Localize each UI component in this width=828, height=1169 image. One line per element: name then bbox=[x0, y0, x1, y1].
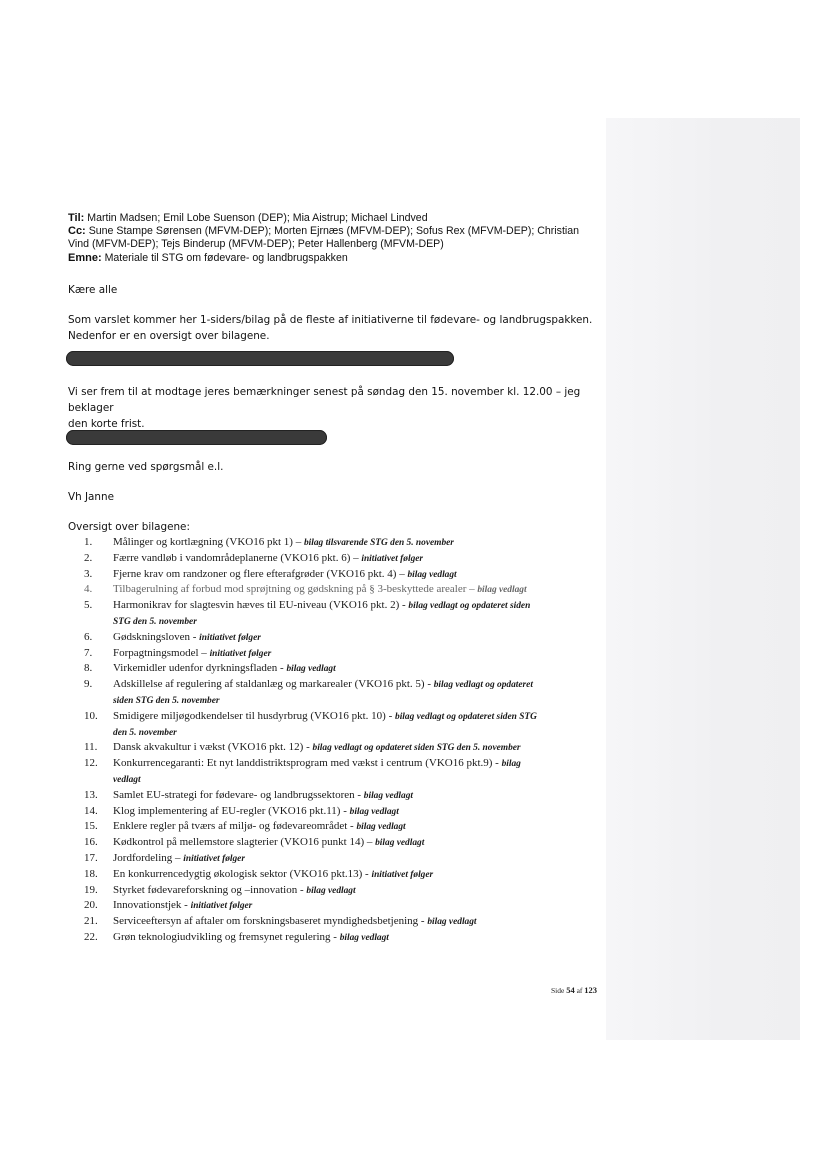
list-item-status: bilag bbox=[501, 759, 521, 770]
list-item-status: initiativet følger bbox=[361, 553, 424, 564]
list-item-number: 11. bbox=[84, 741, 98, 754]
list-item-text: En konkurrencedygtig økologisk sektor (VKO16 pkt.13) - bbox=[113, 867, 372, 880]
list-item-status: initiativet følger bbox=[183, 853, 245, 864]
list-item-number: 1. bbox=[84, 536, 93, 548]
list-item-status-cont: vedlagt bbox=[113, 774, 141, 785]
subject-line bbox=[68, 252, 598, 265]
subject-label: Emne: bbox=[68, 251, 102, 264]
list-item-status-cont: siden STG den 5. november bbox=[113, 695, 220, 706]
list-item-text: Enklere regler på tværs af miljø- og fødevareområdet - bbox=[113, 820, 357, 833]
list-item-status: bilag vedlagt bbox=[407, 569, 457, 580]
list-item bbox=[84, 551, 614, 567]
list-item-number: 4. bbox=[84, 583, 93, 596]
list-item-status: bilag vedlagt og opdateret bbox=[433, 680, 533, 691]
subject-text: Materiale til STG om fødevare- og landbrugspakken bbox=[104, 251, 348, 264]
list-item bbox=[84, 804, 614, 820]
intro-paragraph bbox=[68, 312, 598, 344]
list-item-body bbox=[113, 630, 614, 646]
list-item-number: 17. bbox=[84, 851, 98, 864]
attachment-list bbox=[84, 535, 614, 946]
list-item-body bbox=[113, 851, 614, 867]
list-item-body bbox=[113, 709, 614, 741]
list-item-body bbox=[113, 598, 614, 630]
signoff-text: Vh Janne bbox=[68, 491, 114, 503]
greeting: Kære alle bbox=[68, 284, 118, 296]
list-item-status: bilag vedlagt bbox=[286, 664, 336, 675]
side-label: Side bbox=[551, 986, 565, 995]
list-item-body bbox=[113, 567, 614, 583]
list-item-body bbox=[113, 930, 614, 946]
list-item-body bbox=[113, 551, 614, 567]
redaction-bar-1 bbox=[66, 351, 454, 366]
list-item-text: Fjerne krav om randzoner og flere efterafgrøder (VKO16 pkt. 4) – bbox=[113, 567, 408, 580]
deadline-line-2: den korte frist. bbox=[68, 418, 145, 430]
list-item-text: Styrket fødevareforskning og –innovation - bbox=[113, 883, 307, 896]
list-item-number: 21. bbox=[84, 915, 98, 928]
list-item bbox=[84, 740, 614, 756]
list-item-number: 8. bbox=[84, 662, 93, 675]
list-item-number: 10. bbox=[84, 709, 98, 722]
list-item-number: 2. bbox=[84, 551, 93, 564]
list-item bbox=[84, 930, 614, 946]
list-item-body bbox=[113, 756, 614, 788]
to-recipients: Martin Madsen; Emil Lobe Suenson (DEP); Mia Aistrup; Michael Lindved bbox=[87, 212, 428, 224]
list-item-status: bilag vedlagt og opdateret siden bbox=[408, 601, 531, 612]
list-item bbox=[84, 898, 614, 914]
list-item-body bbox=[113, 804, 614, 820]
list-item-text: Harmonikrav for slagtesvin hæves til EU-niveau (VKO16 pkt. 2) - bbox=[113, 599, 409, 612]
list-item-body bbox=[113, 867, 614, 883]
list-item-body bbox=[113, 535, 614, 551]
list-item-number: 15. bbox=[84, 820, 98, 833]
list-item-body bbox=[113, 582, 614, 598]
list-item-status: initiativet følger bbox=[209, 648, 272, 659]
list-heading: Oversigt over bilagene: bbox=[68, 521, 190, 533]
cc-recipients-2: Vind (MFVM-DEP); Tejs Binderup (MFVM-DEP); Peter Hallenberg (MFVM-DEP) bbox=[68, 238, 444, 251]
list-item-text: Gødskningsloven - bbox=[113, 630, 200, 643]
list-item bbox=[84, 851, 614, 867]
list-item bbox=[84, 709, 614, 741]
list-item-body bbox=[113, 740, 614, 756]
list-item-status: bilag vedlagt bbox=[363, 790, 413, 801]
list-item-text: Kødkontrol på mellemstore slagterier (VKO16 punkt 14) – bbox=[113, 836, 376, 849]
list-item bbox=[84, 835, 614, 851]
list-item-status: bilag vedlagt bbox=[356, 822, 406, 833]
scan-shadow bbox=[606, 118, 800, 1040]
list-item-status: initiativet følger bbox=[199, 632, 261, 643]
list-item-body bbox=[113, 788, 614, 804]
list-item-number: 18. bbox=[84, 867, 98, 880]
list-item-text: Samlet EU-strategi for fødevare- og landbrugssektoren - bbox=[113, 788, 364, 801]
page-number: 54 bbox=[566, 985, 575, 995]
intro-line-2: Nedenfor er en oversigt over bilagene. bbox=[68, 330, 270, 342]
list-item bbox=[84, 661, 614, 677]
list-item-status-cont: STG den 5. november bbox=[113, 616, 197, 627]
list-item-body bbox=[113, 646, 614, 662]
email-header bbox=[68, 212, 598, 265]
list-item-number: 7. bbox=[84, 646, 93, 659]
list-item-body bbox=[113, 883, 614, 899]
call-text: Ring gerne ved spørgsmål e.l. bbox=[68, 461, 224, 473]
cc-recipients-1: Sune Stampe Sørensen (MFVM-DEP); Morten Ejrnæs (MFVM-DEP); Sofus Rex (MFVM-DEP); Christian bbox=[88, 225, 580, 238]
list-item-text: Konkurrencegaranti: Et nyt landdistriktsprogram med vækst i centrum (VKO16 pkt.9) - bbox=[113, 757, 502, 770]
cc-line-2 bbox=[68, 238, 598, 251]
list-item bbox=[84, 598, 614, 630]
to-label: Til: bbox=[68, 212, 85, 224]
list-item-status: bilag vedlagt og opdateret siden STG den 5. november bbox=[312, 743, 521, 754]
list-item-text: Serviceeftersyn af aftaler om forskningsbaseret myndighedsbetjening - bbox=[113, 915, 428, 928]
list-item-status-cont: den 5. november bbox=[113, 727, 177, 738]
list-item-number: 19. bbox=[84, 883, 98, 896]
list-item-number: 5. bbox=[84, 599, 93, 612]
list-item-text: Grøn teknologiudvikling og fremsynet regulering - bbox=[113, 930, 340, 943]
to-line bbox=[68, 212, 598, 225]
list-item-text: Forpagtningsmodel – bbox=[113, 646, 210, 659]
list-item-status: bilag vedlagt bbox=[349, 806, 399, 817]
list-item bbox=[84, 567, 614, 583]
list-item-text: Adskillelse af regulering af staldanlæg og markarealer (VKO16 pkt. 5) - bbox=[113, 678, 434, 691]
list-item-number: 20. bbox=[84, 899, 98, 912]
list-item-number: 9. bbox=[84, 678, 93, 691]
list-item bbox=[84, 677, 614, 709]
list-item-text: Smidigere miljøgodkendelser til husdyrbrug (VKO16 pkt. 10) - bbox=[113, 709, 395, 722]
list-item bbox=[84, 756, 614, 788]
list-item-status: bilag vedlagt bbox=[477, 585, 527, 596]
list-item-number: 16. bbox=[84, 836, 98, 849]
deadline-line-1: Vi ser frem til at modtage jeres bemærkninger senest på søndag den 15. november kl. 12.00 – jeg beklager bbox=[68, 386, 581, 414]
list-item-text: Klog implementering af EU-regler (VKO16 pkt.11) - bbox=[113, 804, 350, 817]
page-footer bbox=[551, 985, 597, 995]
list-item-status: bilag vedlagt bbox=[375, 838, 425, 849]
list-item-body bbox=[113, 661, 614, 677]
list-item-number: 22. bbox=[84, 930, 98, 943]
list-item-number: 3. bbox=[84, 567, 93, 580]
list-item-status: initiativet følger bbox=[371, 869, 434, 880]
list-item bbox=[84, 582, 614, 598]
list-item-text: Færre vandløb i vandområdeplanerne (VKO16 pkt. 6) – bbox=[113, 551, 362, 564]
list-item bbox=[84, 883, 614, 899]
list-item-status: bilag vedlagt bbox=[339, 932, 389, 943]
of-label: af bbox=[576, 986, 583, 995]
list-item bbox=[84, 788, 614, 804]
cc-label: Cc: bbox=[68, 225, 86, 238]
intro-line-1: Som varslet kommer her 1-siders/bilag på de fleste af initiativerne til fødevare- og landbrugspakken. bbox=[68, 314, 593, 326]
deadline-paragraph bbox=[68, 384, 598, 432]
list-item-body bbox=[113, 677, 614, 709]
redaction-bar-2 bbox=[66, 430, 327, 445]
list-item-body bbox=[113, 914, 614, 930]
list-item bbox=[84, 535, 614, 551]
list-item-text: Virkemidler udenfor dyrkningsfladen - bbox=[113, 662, 287, 675]
list-item-text: Innovationstjek - bbox=[113, 899, 191, 912]
list-item-body bbox=[113, 835, 614, 851]
list-item bbox=[84, 867, 614, 883]
list-item-number: 6. bbox=[84, 630, 93, 643]
list-item-body bbox=[113, 898, 614, 914]
list-item-text: Målinger og kortlægning (VKO16 pkt 1) – bbox=[113, 536, 304, 548]
list-item-text: Jordfordeling – bbox=[113, 851, 184, 864]
list-item-number: 12. bbox=[84, 757, 98, 770]
list-item-status: bilag vedlagt bbox=[427, 917, 477, 928]
list-item bbox=[84, 819, 614, 835]
list-item-number: 13. bbox=[84, 788, 98, 801]
list-item bbox=[84, 646, 614, 662]
list-item-status: bilag tilsvarende STG den 5. november bbox=[303, 538, 454, 548]
list-item bbox=[84, 630, 614, 646]
list-item-number: 14. bbox=[84, 804, 98, 817]
list-item-status: initiativet følger bbox=[190, 901, 253, 912]
list-item-status: bilag vedlagt og opdateret siden STG bbox=[395, 711, 537, 722]
list-item-body bbox=[113, 819, 614, 835]
list-item-text: Dansk akvakultur i vækst (VKO16 pkt. 12) - bbox=[113, 741, 313, 754]
cc-line bbox=[68, 225, 598, 238]
total-pages: 123 bbox=[584, 985, 598, 995]
list-item bbox=[84, 914, 614, 930]
list-item-status: bilag vedlagt bbox=[306, 885, 356, 896]
list-item-text: Tilbagerulning af forbud mod sprøjtning og gødskning på § 3-beskyttede arealer – bbox=[113, 583, 478, 596]
